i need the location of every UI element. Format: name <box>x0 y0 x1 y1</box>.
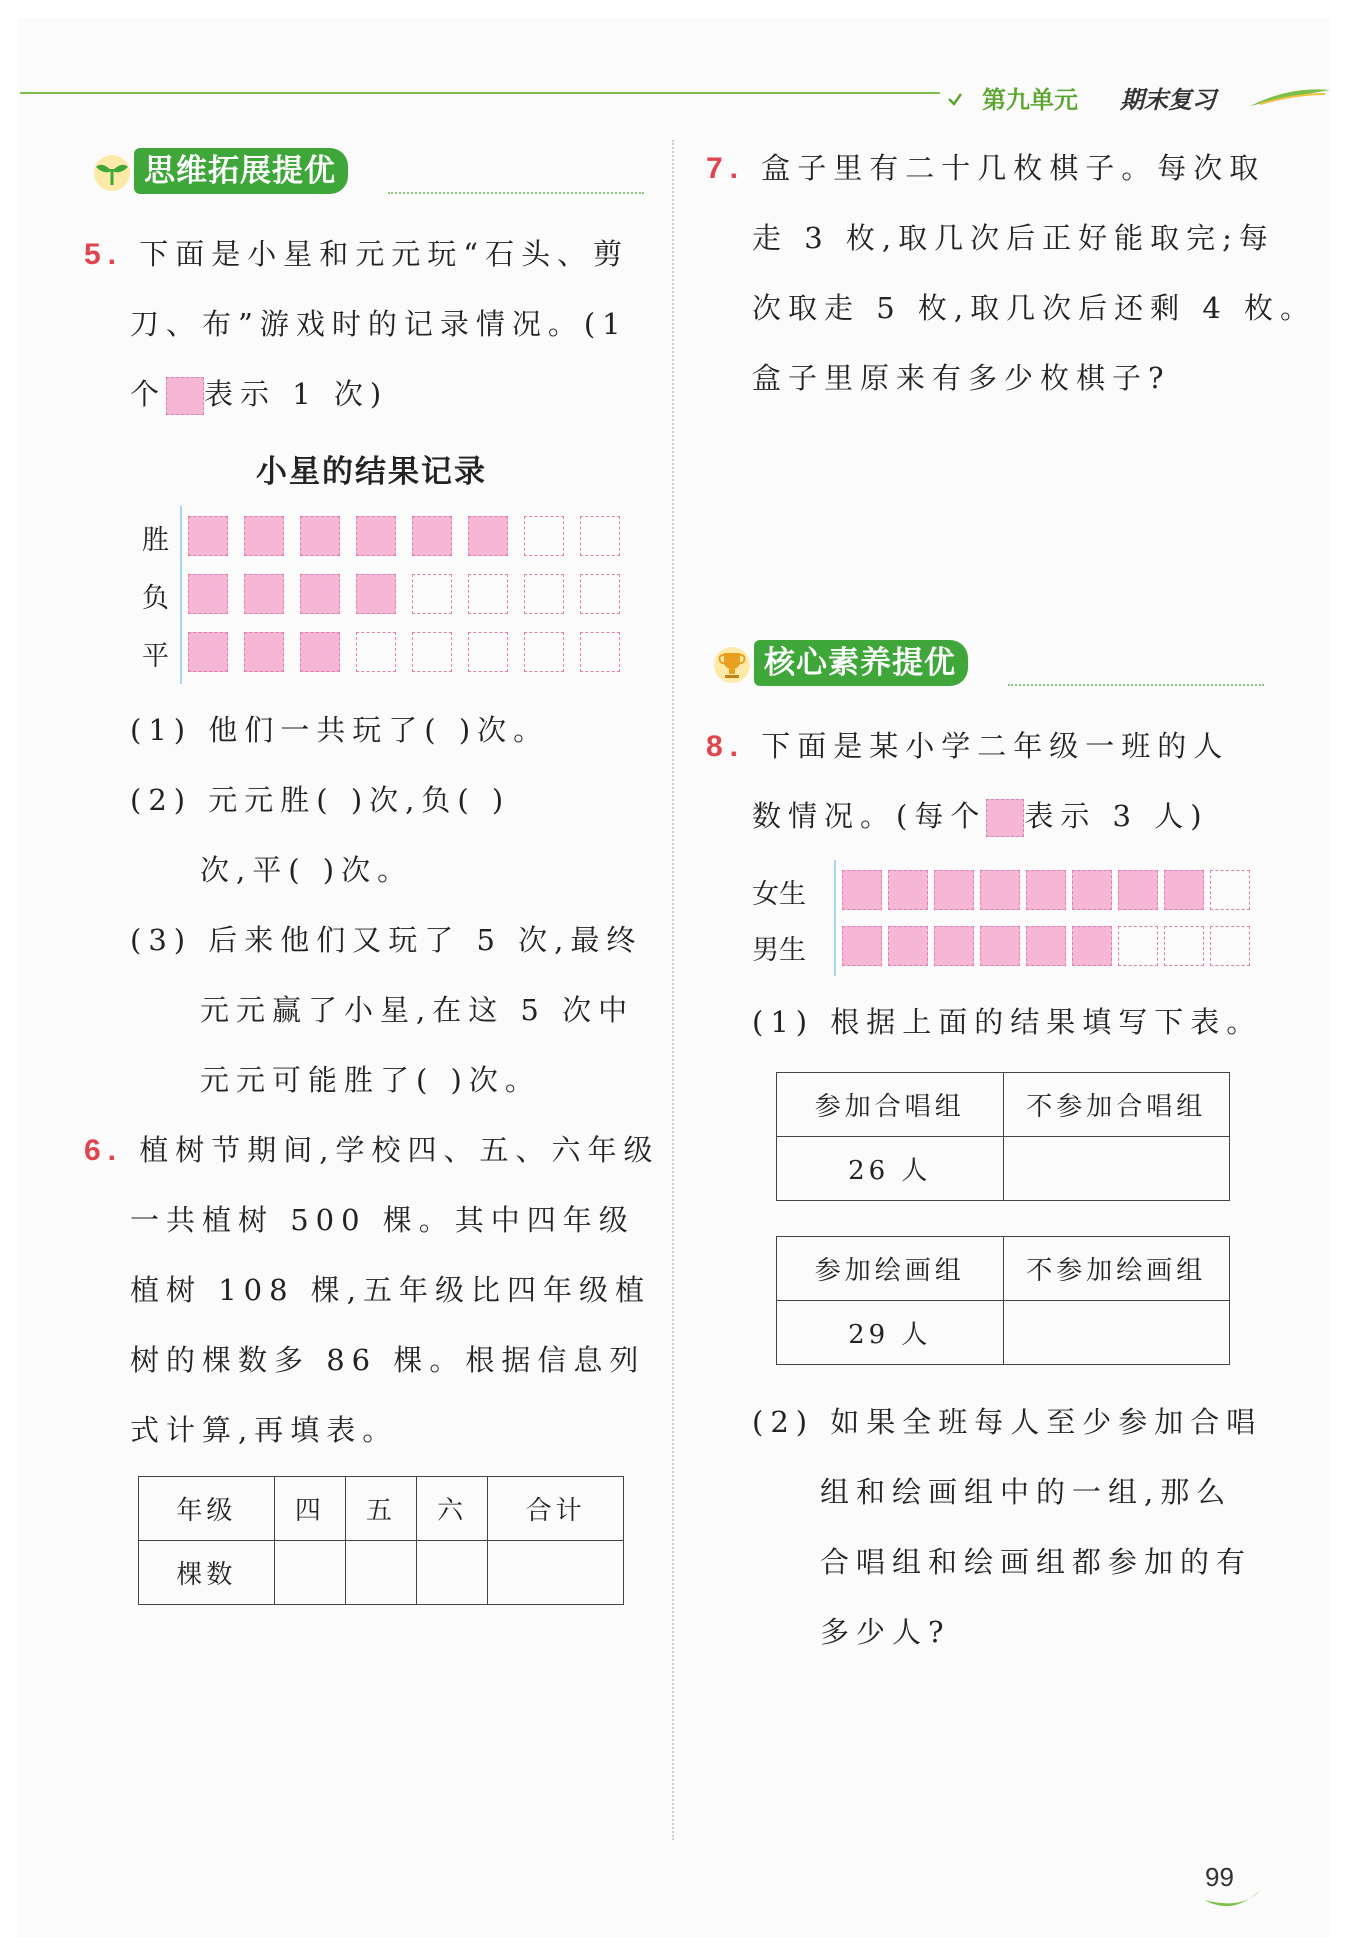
answer-cell[interactable] <box>1003 1137 1230 1201</box>
tally-cell-filled <box>888 926 928 966</box>
table-header-cell: 合计 <box>488 1477 624 1541</box>
unit-title: 第九单元 <box>982 87 1078 114</box>
tally-cell-filled <box>1072 926 1112 966</box>
q7-line-1: 7. 盒子里有二十几枚棋子。每次取 <box>706 151 1266 185</box>
tally-cell-filled <box>1164 870 1204 910</box>
answer-cell[interactable] <box>345 1541 416 1605</box>
tally-cell-empty <box>524 574 564 614</box>
answer-cell[interactable] <box>1003 1301 1230 1365</box>
tally-cell-filled <box>244 516 284 556</box>
tally-cell-filled <box>300 632 340 672</box>
q8-sub1: (1) 根据上面的结果填写下表。 <box>752 1005 1263 1039</box>
q8-sub2-c: 合唱组和绘画组都参加的有 <box>820 1545 1253 1579</box>
table-header-cell: 不参加绘画组 <box>1003 1237 1230 1301</box>
question-number: 7. <box>706 152 746 185</box>
section-banner-thinking <box>90 148 348 194</box>
tally-cell-filled <box>188 516 228 556</box>
answer-cell[interactable] <box>488 1541 624 1605</box>
table-value-cell: 29 人 <box>777 1301 1004 1365</box>
chart-row-label: 女生 <box>752 879 806 910</box>
tally-cell-filled <box>356 574 396 614</box>
tally-cell-filled <box>356 516 396 556</box>
q6-line-1: 6. 植树节期间,学校四、五、六年级 <box>84 1133 660 1167</box>
q5-line-2: 刀、布”游戏时的记录情况。(1 <box>130 307 628 341</box>
q6-line-2: 一共植树 500 棵。其中四年级 <box>130 1203 635 1237</box>
column-divider <box>672 140 674 1840</box>
chart-row-label: 男生 <box>752 935 806 966</box>
unit-square-icon <box>166 377 204 415</box>
tally-cell-empty <box>356 632 396 672</box>
tally-cell-empty <box>412 574 452 614</box>
question-number: 6. <box>84 1134 124 1167</box>
chart-row-label: 平 <box>142 641 169 672</box>
tally-cell-empty <box>580 574 620 614</box>
q8-line-2: 数情况。(每个 表示 3 人) <box>752 794 1209 837</box>
answer-cell[interactable] <box>417 1541 488 1605</box>
trophy-icon <box>710 641 754 685</box>
q7-line-2: 走 3 枚,取几次后正好能取完;每 <box>752 221 1275 255</box>
tally-cell-filled <box>244 632 284 672</box>
q8-table-choir <box>776 1072 1230 1201</box>
table-header-cell: 参加绘画组 <box>777 1237 1004 1301</box>
tally-cell-filled <box>188 632 228 672</box>
q5-sub3-a: (3) 后来他们又玩了 5 次,最终 <box>130 923 643 957</box>
question-number: 5. <box>84 238 124 271</box>
q6-table <box>138 1476 624 1605</box>
tally-cell-filled <box>300 574 340 614</box>
moon-swoosh-icon <box>1204 1890 1260 1912</box>
q5-sub2-b: 次,平( )次。 <box>200 853 414 887</box>
tally-cell-filled <box>1026 870 1066 910</box>
tally-cell-empty <box>580 516 620 556</box>
tally-cell-empty <box>412 632 452 672</box>
review-title: 期末复习 <box>1120 87 1216 114</box>
tally-cell-filled <box>412 516 452 556</box>
table-header-cell: 参加合唱组 <box>777 1073 1004 1137</box>
tally-cell-filled <box>888 870 928 910</box>
leaf-swoosh-icon <box>1250 86 1330 108</box>
tally-cell-filled <box>300 516 340 556</box>
tally-cell-empty <box>1210 926 1250 966</box>
q8-sub2-a: (2) 如果全班每人至少参加合唱 <box>752 1405 1263 1439</box>
q7-line-4: 盒子里原来有多少枚棋子? <box>752 361 1171 395</box>
chart-row-label: 负 <box>142 583 169 614</box>
tally-cell-empty <box>580 632 620 672</box>
q6-line-3: 植树 108 棵,五年级比四年级植 <box>130 1273 652 1307</box>
banner-label: 核心素养提优 <box>754 640 968 686</box>
q6-line-4: 树的棵数多 86 棵。根据信息列 <box>130 1343 646 1377</box>
unit-square-icon <box>986 799 1024 837</box>
banner-label: 思维拓展提优 <box>134 148 348 194</box>
tally-cell-filled <box>1072 870 1112 910</box>
q6-line-5: 式计算,再填表。 <box>130 1413 399 1447</box>
tally-cell-filled <box>842 926 882 966</box>
tally-cell-filled <box>1118 870 1158 910</box>
chart-title: 小星的结果记录 <box>256 454 487 489</box>
banner-dotted-rule <box>388 192 644 194</box>
table-header-cell: 六 <box>417 1477 488 1541</box>
leaf-bullet-icon <box>948 92 962 106</box>
q5-sub1: (1) 他们一共玩了( )次。 <box>130 713 550 747</box>
tally-cell-filled <box>468 516 508 556</box>
question-number: 8. <box>706 730 746 763</box>
tally-cell-empty <box>468 574 508 614</box>
q8-sub2-b: 组和绘画组中的一组,那么 <box>820 1475 1233 1509</box>
table-header-cell: 不参加合唱组 <box>1003 1073 1230 1137</box>
sprout-icon <box>90 149 134 193</box>
q5-line-3: 个 表示 1 次) <box>130 372 388 415</box>
tally-cell-empty <box>1164 926 1204 966</box>
q5-sub2-a: (2) 元元胜( )次,负( ) <box>130 783 511 817</box>
q8-sub2-d: 多少人? <box>820 1615 951 1649</box>
table-value-cell: 26 人 <box>777 1137 1004 1201</box>
tally-cell-filled <box>980 926 1020 966</box>
q5-sub3-c: 元元可能胜了( )次。 <box>200 1063 541 1097</box>
tally-cell-filled <box>188 574 228 614</box>
page-number: 99 <box>1205 1862 1234 1892</box>
q7-line-3: 次取走 5 枚,取几次后还剩 4 枚。 <box>752 291 1316 325</box>
tally-cell-filled <box>934 870 974 910</box>
tally-cell-empty <box>1118 926 1158 966</box>
table-header-cell: 年级 <box>139 1477 275 1541</box>
table-header-cell: 四 <box>274 1477 345 1541</box>
chart-axis-line <box>834 860 836 976</box>
q5-line-1: 5. 下面是小星和元元玩“石头、剪 <box>84 237 630 271</box>
chart-row-label: 胜 <box>142 525 169 556</box>
tally-cell-empty <box>468 632 508 672</box>
table-row-label: 棵数 <box>139 1541 275 1605</box>
header-rule <box>20 92 940 94</box>
section-banner-core <box>710 640 968 686</box>
tally-cell-filled <box>934 926 974 966</box>
tally-cell-empty <box>1210 870 1250 910</box>
q5-sub3-b: 元元赢了小星,在这 5 次中 <box>200 993 635 1027</box>
tally-cell-filled <box>842 870 882 910</box>
tally-cell-empty <box>524 632 564 672</box>
q8-line-1: 8. 下面是某小学二年级一班的人 <box>706 729 1230 763</box>
answer-cell[interactable] <box>274 1541 345 1605</box>
tally-cell-filled <box>1026 926 1066 966</box>
tally-cell-filled <box>980 870 1020 910</box>
banner-dotted-rule <box>1008 684 1264 686</box>
tally-cell-empty <box>524 516 564 556</box>
tally-cell-filled <box>244 574 284 614</box>
table-header-cell: 五 <box>345 1477 416 1541</box>
q8-table-drawing <box>776 1236 1230 1365</box>
chart-axis-line <box>180 506 182 684</box>
